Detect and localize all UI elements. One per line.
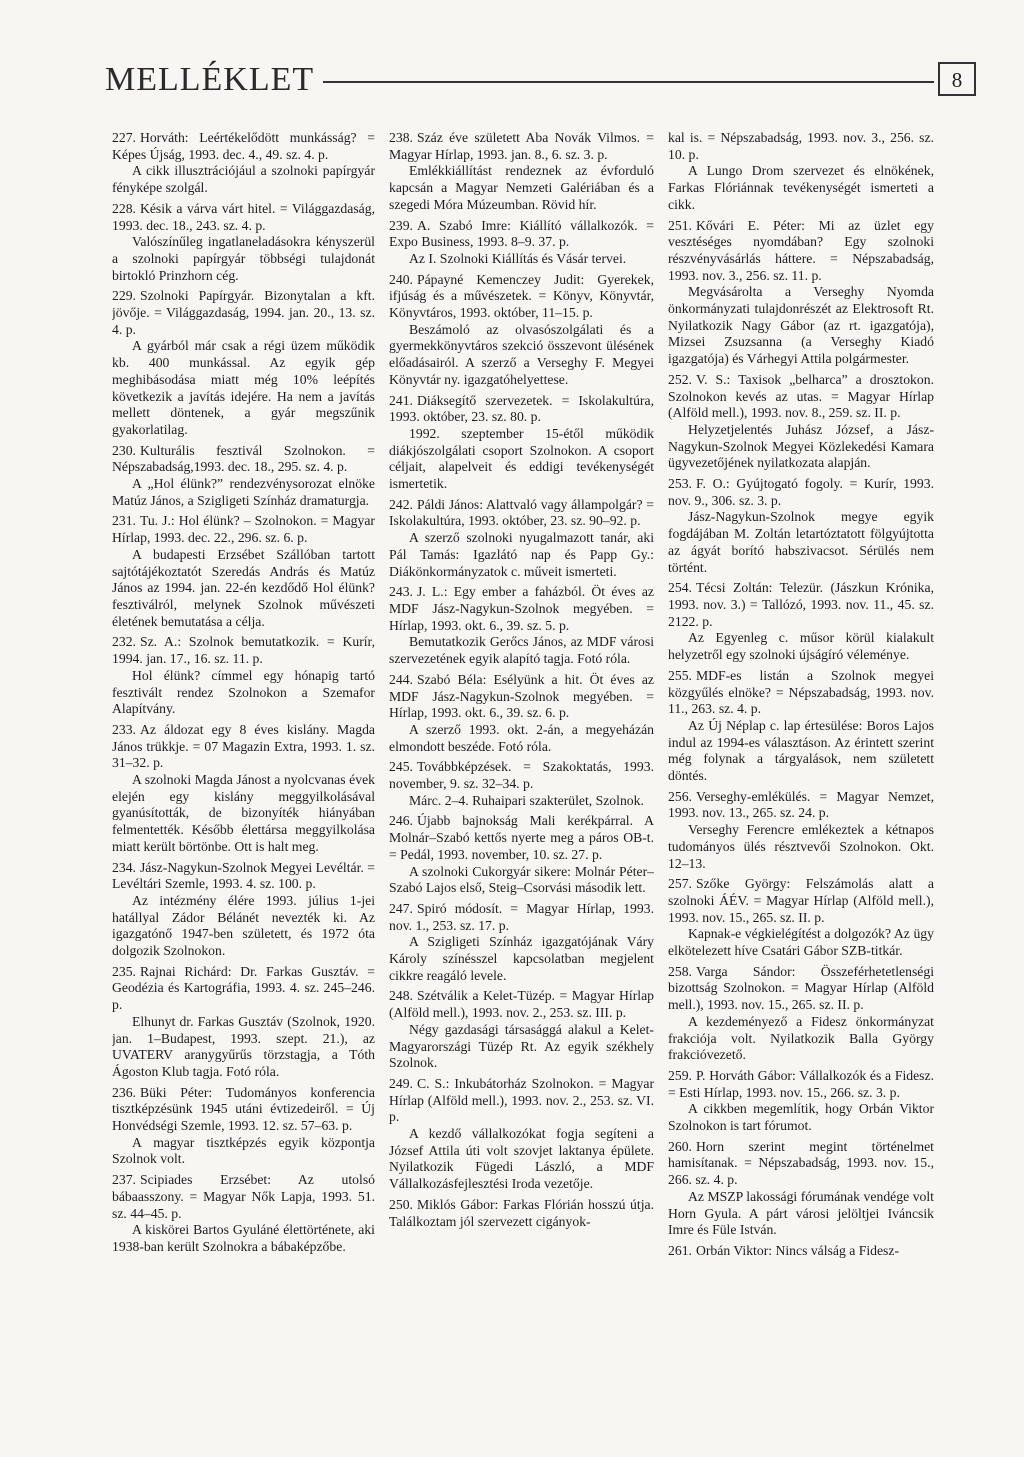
entry-citation: Büki Péter: Tudományos konferencia tisztképzésünk 1945 utáni évtizedeiről. = Új Honvédségi Szemle, 1993. 12. sz. 57–63. p.: [112, 1084, 375, 1134]
entry-number: 257.: [668, 876, 692, 892]
entry-annotation: Emlékkiállítást rendeznek az évforduló kapcsán a Magyar Nemzeti Galériában és a szegedi Móra Múzeumban. Rövid hír.: [389, 163, 654, 212]
column-2: [389, 130, 654, 1450]
entry-number: 245.: [389, 759, 413, 775]
entry-annotation: Márc. 2–4. Ruhaipari szakterület, Szolnok.: [409, 792, 644, 808]
bibliography-entry: [389, 584, 654, 668]
entry-number: 251.: [668, 217, 692, 233]
entry-annotation: A szerző szolnoki nyugalmazott tanár, aki Pál Tamás: Igazlátó nap és Papp Gy.: Diákönkormányzatok c. műveit ismerteti.: [389, 530, 654, 579]
entry-annotation: A kezdő vállalkozókat fogja segíteni a József Attila úti volt szovjet laktanya épülete. Nyilatkozik Fügedi László, a MDF Vállalkozásfejlesztési Iroda vezetője.: [389, 1126, 654, 1192]
bibliography-entry: [389, 813, 654, 897]
column-1: [112, 130, 375, 1450]
entry-annotation: Bemutatkozik Gerőcs János, az MDF városi szervezetének egyik alapító tagja. Fotó róla.: [389, 634, 654, 667]
entry-citation: Horn szerint megint történelmet hamisítanak. = Népszabadság, 1993. nov. 15., 266. sz. 4. p.: [668, 1138, 934, 1188]
entry-annotation: A kiskörei Bartos Gyuláné élettörténete, aki 1938-ban került Szolnokra a bábaképzőbe.: [112, 1222, 375, 1254]
entry-annotation: Elhunyt dr. Farkas Gusztáv (Szolnok, 1920. jan. 1–Budapest, 1993. szept. 21.), az UVATERV aranygyűrűs törzstagja, a Tóth Ágoston Klub tagja. Fotó róla.: [112, 1013, 375, 1079]
bibliography-entry: [668, 1068, 934, 1135]
entry-annotation: Az MSZP lakossági fórumának vendége volt Horn Gyula. A párt városi jelöltjei Iváncsik Imre és Füle István.: [668, 1188, 934, 1238]
entry-annotation: Kapnak-e végkielégítést a dolgozók? Az ügy elkötelezett híve Csatári Gábor SZB-titkár.: [668, 926, 934, 959]
bibliography-entry: [112, 1085, 375, 1169]
entry-annotation: A szolnoki Cukorgyár sikere: Molnár Péter–Szabó Lajos első, Steig–Csorvási második lett.: [389, 863, 654, 896]
bibliography-entry: [112, 443, 375, 510]
entry-annotation: A cikk illusztrációjául a szolnoki papírgyár fényképe szolgál.: [112, 163, 375, 196]
entry-citation: Tu. J.: Hol élünk? – Szolnokon. = Magyar Hírlap, 1993. dec. 22., 296. sz. 6. p.: [112, 513, 375, 546]
page-header: [105, 62, 976, 98]
entry-citation: Horváth: Leértékelődött munkásság? = Képes Újság, 1993. dec. 4., 49. sz. 4. p.: [112, 130, 375, 162]
entry-citation: Kulturális fesztivál Szolnokon. = Népszabadság,1993. dec. 18., 295. sz. 4. p.: [112, 442, 375, 475]
page-number: 8: [938, 62, 976, 96]
entry-annotation: A Lungo Drom szervezet és elnökének, Farkas Flóriánnak tevékenységét ismerteti a cikk.: [668, 163, 934, 212]
entry-number: 237.: [112, 1172, 136, 1188]
bibliography-entry: [389, 759, 654, 809]
entry-citation: Szabó Béla: Esélyünk a hit. Öt éves az MDF Jász-Nagykun-Szolnok megyében. = Hírlap, 1993. okt. 6., 39. sz. 6. p.: [389, 671, 654, 721]
bibliography-entry: [112, 130, 375, 197]
entry-annotation: A szolnoki Magda Jánost a nyolcvanas évek elején egy kislány meggyilkolásával gyanúsították, de bizonyíték hiányában felmentették. Később élettársa meggyilkolása miatt került börtönbe. Ott is halt meg.: [112, 772, 375, 854]
entry-number: 247.: [389, 900, 413, 916]
bibliography-entry: [668, 476, 934, 576]
bibliography-entry: [389, 218, 654, 268]
entry-annotation: Megvásárolta a Verseghy Nyomda önkormányzati tulajdonrészét az Elektrosoft Rt. Nyilatkozik Nagy Gábor (az rt. igazgatója), Mizsei Zsuzsanna (a Verseghy Kiadó igazgatója) és Várhegyi Attila polgármester.: [668, 284, 934, 367]
entry-citation: C. S.: Inkubátorház Szolnokon. = Magyar Hírlap (Alföld mell.), 1993. nov. 2., 253. sz. VI. p.: [389, 1075, 654, 1125]
entry-citation: Spiró módosít. = Magyar Hírlap, 1993. nov. 1., 253. sz. 17. p.: [389, 900, 654, 933]
entry-citation: Továbbképzések. = Szakoktatás, 1993. november, 9. sz. 32–34. p.: [389, 759, 654, 792]
entry-citation: Técsi Zoltán: Telezür. (Jászkun Krónika, 1993. nov. 3.) = Tallózó, 1993. nov. 11., 45. sz. 2122. p.: [668, 580, 934, 629]
entry-annotation: Hol élünk? címmel egy hónapig tartó fesztivált rendez Szolnokon a Szemafor Alapítvány.: [112, 667, 375, 717]
bibliography-entry: [389, 1076, 654, 1193]
bibliography-entry: [668, 130, 934, 214]
entry-citation: Szétválik a Kelet-Tüzép. = Magyar Hírlap (Alföld mell.), 1993. nov. 2., 253. sz. III. p.: [389, 988, 654, 1021]
entry-number: 236.: [112, 1084, 136, 1100]
entry-citation: Rajnai Richárd: Dr. Farkas Gusztáv. = Geodézia és Kartográfia, 1993. 4. sz. 245–246. p.: [112, 963, 375, 1013]
bibliography-entry: [112, 288, 375, 438]
entry-number: 250.: [389, 1196, 413, 1212]
entry-citation: Száz éve született Aba Novák Vilmos. = Magyar Hírlap, 1993. jan. 8., 6. sz. 3. p.: [389, 130, 654, 162]
entry-annotation: 1992. szeptember 15-étől működik diákjószolgálati csoport Szolnokon. A csoport céljait, alapelveit és eddigi tevékenységét ismertetik.: [389, 425, 654, 492]
entry-annotation: A magyar tisztképzés egyik központja Szolnok volt.: [112, 1134, 375, 1167]
entry-citation: Orbán Viktor: Nincs válság a Fidesz-: [695, 1243, 900, 1258]
bibliography-entry: [668, 876, 934, 960]
entry-citation: V. S.: Taxisok „belharca” a drosztokon. Szolnokon kevés az utas. = Magyar Hírlap (Alföld mell.), 1993. nov. 8., 259. sz. II. p.: [668, 371, 934, 421]
entry-number: 255.: [668, 667, 692, 683]
entry-annotation: Jász-Nagykun-Szolnok megye egyik fogdájában M. Zoltán letartóztatott fölgyújtotta az ágyát borító habszivacsot. Sérülés nem történt.: [668, 509, 934, 575]
entry-number: 259.: [668, 1067, 692, 1083]
entry-annotation: Valószínűleg ingatlaneladásokra kényszerül a szolnoki papírgyár többségi tulajdonát birtokló Prinzhorn cég.: [112, 234, 375, 283]
entry-citation: Páldi János: Alattvaló vagy állampolgár? = Iskolakultúra, 1993. október, 23. sz. 90–92. p.: [389, 496, 654, 529]
entry-number: 246.: [389, 813, 413, 829]
entry-number: 238.: [389, 130, 413, 145]
entry-annotation: Beszámoló az olvasószolgálati és a gyermekkönyvtáros szekció összevont ülésének előadásairól. A szerző a Verseghy F. Megyei Könyvtár ny. igazgatóhelyettese.: [389, 321, 654, 387]
bibliography-entry: [668, 218, 934, 368]
section-title: MELLÉKLET: [105, 61, 315, 98]
bibliography-entry: [112, 722, 375, 856]
bibliography-entry: [668, 1139, 934, 1239]
bibliography-entry: [389, 393, 654, 493]
entry-number: 249.: [389, 1075, 413, 1091]
entry-annotation: A Szigligeti Színház igazgatójának Váry Károly színésszel kapcsolatban megjelent cikkre reagáló levele.: [389, 934, 654, 983]
bibliography-entry: [668, 789, 934, 873]
entry-number: 261.: [668, 1243, 692, 1258]
entry-annotation: Verseghy Ferencre emlékeztek a kétnapos tudományos ülés résztvevői Szolnokon. Okt. 12–13.: [668, 822, 934, 871]
entry-citation: Jász-Nagykun-Szolnok Megyei Levéltár. = Levéltári Szemle, 1993. 4. sz. 100. p.: [112, 859, 375, 892]
entry-citation: Szolnoki Papírgyár. Bizonytalan a kft. jövője. = Világgazdaság, 1994. jan. 20., 13. sz. 4. p.: [112, 288, 375, 337]
entry-annotation: Négy gazdasági társasággá alakul a Kelet-Magyarországi Tüzép Rt. Az egyik székhely Szolnok.: [389, 1021, 654, 1071]
entry-annotation: Az intézmény élére 1993. július 1-jei hatállyal Zádor Bélánét nevezték ki. Az igazgatónő 1947-ben született, és 1972 óta dolgozik Szolnokon.: [112, 892, 375, 959]
entry-number: 241.: [389, 392, 413, 408]
entry-number: 229.: [112, 288, 136, 304]
entry-citation: Az áldozat egy 8 éves kislány. Magda János trükkje. = 07 Magazin Extra, 1993. 1. sz. 31–32. p.: [112, 721, 375, 771]
entry-annotation: Helyzetjelentés Juhász József, a Jász-Nagykun-Szolnok Megyei Közlekedési Kamara ügyvezetőjének nyilatkozata alapján.: [668, 421, 934, 471]
entry-number: 244.: [389, 671, 413, 687]
entry-number: 234.: [112, 859, 136, 875]
bibliography-entry: [389, 672, 654, 756]
bibliography-entry: [389, 130, 654, 214]
entry-annotation: Az Egyenleg c. műsor körül kialakult helyzetről egy szolnoki újságíró véleménye.: [668, 630, 934, 663]
entry-number: 231.: [112, 513, 136, 529]
entry-number: 252.: [668, 371, 692, 387]
bibliography-entry: [112, 513, 375, 630]
entry-number: 256.: [668, 788, 692, 804]
bibliography-entry: [668, 668, 934, 785]
entry-citation: F. O.: Gyújtogató fogoly. = Kurír, 1993. nov. 9., 306. sz. 3. p.: [668, 476, 934, 508]
entry-citation: Varga Sándor: Összeférhetetlenségi bizottság Szolnokon. = Magyar Hírlap (Alföld mell.), 1993. nov. 15., 265. sz. II. p.: [668, 963, 934, 1013]
bibliography-entry: [668, 964, 934, 1064]
entry-citation: A. Szabó Imre: Kiállító vállalkozók. = Expo Business, 1993. 8–9. 37. p.: [389, 217, 654, 250]
entry-citation: MDF-es listán a Szolnok megyei közgyűlés elnöke? = Népszabadság, 1993. nov. 11., 263. sz. 4. p.: [668, 667, 934, 717]
bibliography-entry: [668, 1243, 934, 1260]
header-rule: [323, 81, 934, 83]
bibliography-entry: [668, 372, 934, 472]
entry-citation: Késik a várva várt hitel. = Világgazdaság, 1993. dec. 18., 243. sz. 4. p.: [112, 200, 375, 233]
entry-citation: Pápayné Kemenczey Judit: Gyerekek, ifjúság és a művészetek. = Könyv, Könyvtár, Könyvtáros, 1993. október, 11–15. p.: [389, 271, 654, 321]
entry-citation: Szőke György: Felszámolás alatt a szolnoki ÁÉV. = Magyar Hírlap (Alföld mell.), 1993. nov. 15., 265. sz. II. p.: [668, 876, 934, 925]
bibliography-entry: [112, 860, 375, 960]
entry-citation: Újabb bajnokság Mali kerékpárral. A Molnár–Szabó kettős nyerte meg a páros OB-t. = Pedál, 1993. november, 10. sz. 27. p.: [389, 813, 654, 862]
entry-citation: Diáksegítő szervezetek. = Iskolakultúra, 1993. október, 23. sz. 80. p.: [389, 392, 654, 425]
entry-number: 243.: [389, 584, 413, 600]
entry-citation: J. L.: Egy ember a faházból. Öt éves az MDF Jász-Nagykun-Szolnok megyében. = Hírlap, 1993. okt. 6., 39. sz. 5. p.: [389, 584, 654, 633]
entry-number: 242.: [389, 496, 413, 512]
bibliography-entry: [112, 1172, 375, 1256]
entry-annotation: A cikkben megemlítik, hogy Orbán Viktor Szolnokon is tart fórumot.: [668, 1101, 934, 1134]
bibliography-entry: [668, 580, 934, 664]
entry-number: 228.: [112, 200, 136, 216]
bibliography-entry: [112, 201, 375, 285]
entry-number: 260.: [668, 1138, 692, 1154]
entry-number: 239.: [389, 217, 413, 233]
entry-annotation: A kezdeményező a Fidesz önkormányzat frakciója volt. Nyilatkozik Balla György frakcióvezető.: [668, 1013, 934, 1063]
entry-number: 232.: [112, 634, 136, 650]
entry-number: 240.: [389, 271, 413, 287]
entry-citation: Scipiades Erzsébet: Az utolsó bábaasszony. = Magyar Nők Lapja, 1993. 51. sz. 44–45. p.: [112, 1172, 375, 1221]
bibliography-entry: [389, 497, 654, 581]
column-3: [668, 130, 934, 1450]
bibliography-entry: [389, 272, 654, 389]
entry-number: 227.: [112, 130, 136, 145]
entry-citation: Sz. A.: Szolnok bemutatkozik. = Kurír, 1994. jan. 17., 16. sz. 11. p.: [112, 634, 375, 667]
entry-number: 248.: [389, 988, 413, 1004]
entry-number: 233.: [112, 721, 136, 737]
entry-annotation: Az I. Szolnoki Kiállítás és Vásár tervei.: [409, 250, 627, 266]
entry-annotation: A gyárból már csak a régi üzem működik kb. 400 munkással. Az egyik gép meghibásodása miatt még 10% leépítés következik a javítás idejére. Ha nem a javítás mellett döntenek, a gyár megszűnik gyakorlatilag.: [112, 338, 375, 437]
entry-number: 254.: [668, 580, 692, 596]
entry-annotation: Az Új Néplap c. lap értesülése: Boros Lajos indul az 1994-es választáson. Az érintett szerint még folynak a tárgyalások, nem született döntés.: [668, 717, 934, 784]
bibliography-entry: [112, 964, 375, 1081]
entry-annotation: A „Hol élünk?” rendezvénysorozat elnöke Matúz János, a Szigligeti Színház dramaturgja.: [112, 476, 375, 508]
bibliography-entry: [112, 634, 375, 718]
entry-citation: P. Horváth Gábor: Vállalkozók és a Fidesz. = Esti Hírlap, 1993. nov. 15., 266. sz. 3. p.: [668, 1067, 934, 1100]
bibliography-entry: [389, 1197, 654, 1230]
entry-annotation: A budapesti Erzsébet Szállóban tartott sajtótájékoztatót Szeredás András és Matúz János az 1994. jan. 22-én kezdődő Hol élünk? fesztiválról, melynek Szolnok művészeti életének bemutatása a célja.: [112, 546, 375, 629]
entry-citation: Miklós Gábor: Farkas Flórián hosszú útja. Találkoztam jól szervezett cigányok-: [389, 1196, 654, 1229]
entry-citation: Kővári E. Péter: Mi az üzlet egy vesztéséges nyomdában? Egy szolnoki részvényvásárlás háttere. = Népszabadság, 1993. nov. 3., 256. sz. 11. p.: [668, 217, 934, 283]
entry-number: 235.: [112, 963, 136, 979]
entry-annotation: A szerző 1993. okt. 2-án, a megyeházán elmondott beszéde. Fotó róla.: [389, 721, 654, 754]
entry-number: 258.: [668, 963, 692, 979]
bibliography-entry: [389, 901, 654, 985]
entry-number: 230.: [112, 442, 136, 458]
entry-citation: Verseghy-emlékülés. = Magyar Nemzet, 1993. nov. 13., 265. sz. 24. p.: [668, 788, 934, 821]
entry-number: 253.: [668, 476, 692, 492]
entry-citation: kal is. = Népszabadság, 1993. nov. 3., 256. sz. 10. p.: [668, 130, 934, 162]
bibliography-entry: [389, 988, 654, 1072]
